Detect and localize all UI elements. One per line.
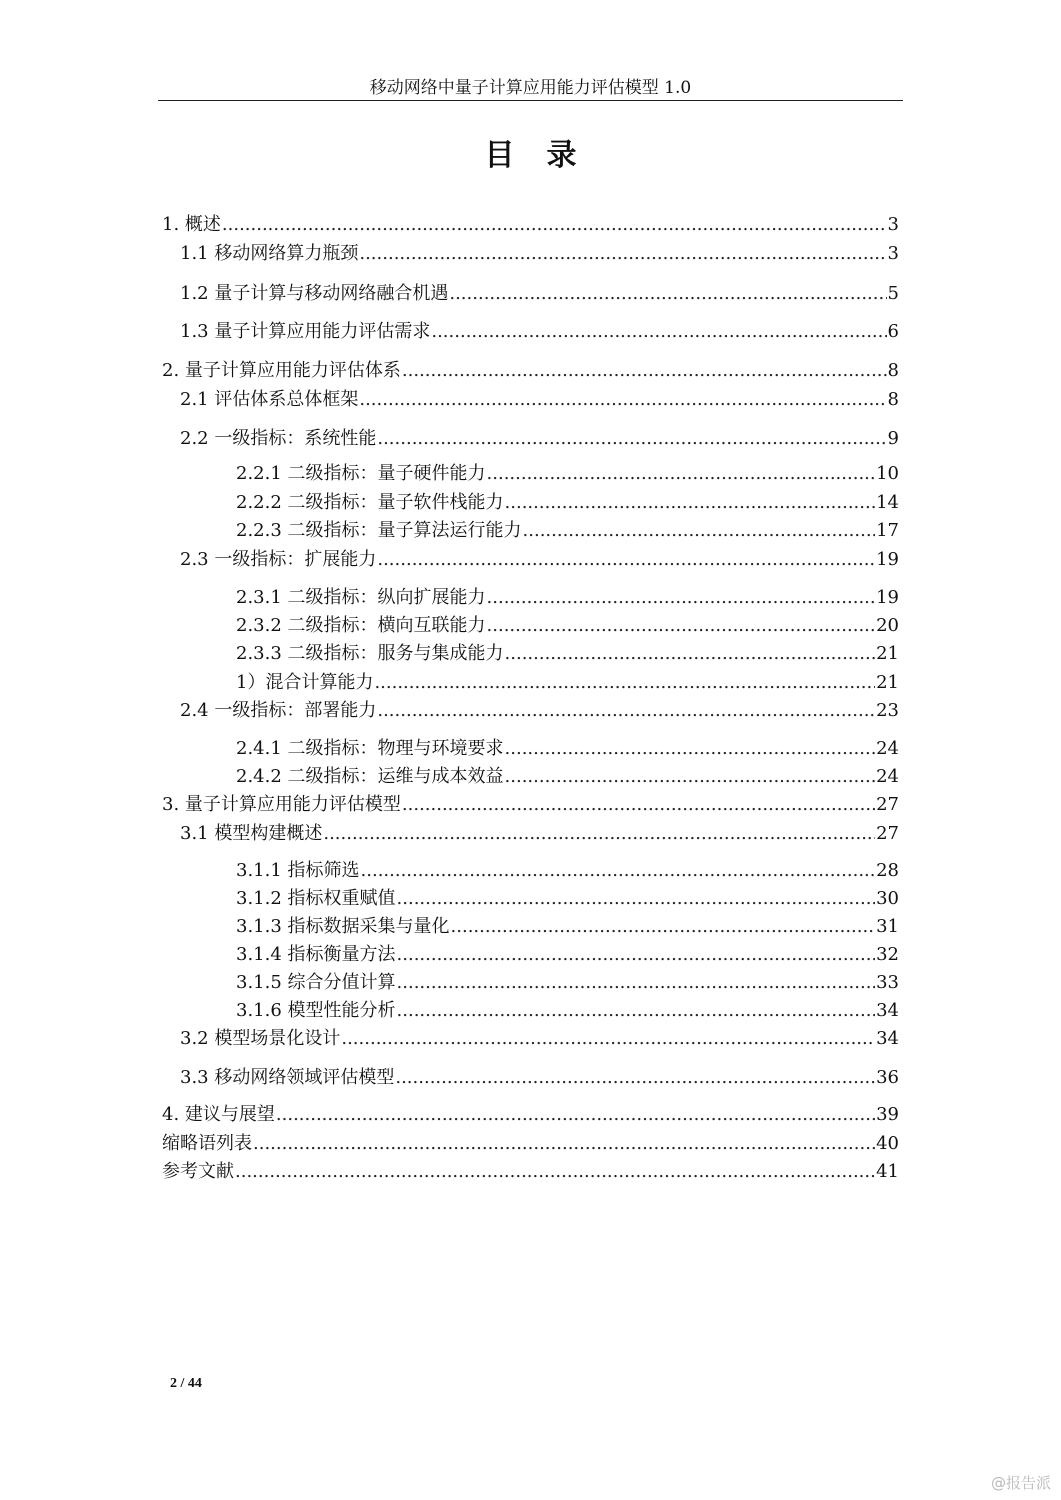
toc-entry-page: 21 (876, 643, 899, 664)
toc-entry-text: 2. 量子计算应用能力评估体系 (162, 360, 401, 381)
toc-entry[interactable] (162, 358, 899, 384)
toc-entry-page: 34 (876, 1000, 899, 1021)
toc-leader (397, 970, 876, 996)
toc-entry-page: 34 (876, 1028, 899, 1049)
toc-leader (505, 736, 876, 762)
toc-entry[interactable] (162, 792, 899, 818)
toc-leader (505, 764, 876, 790)
toc-leader (449, 281, 886, 307)
toc-entry-page: 32 (876, 944, 899, 965)
toc-entry-text: 1.1 移动网络算力瓶颈 (180, 243, 359, 264)
toc-entry-page: 19 (876, 587, 899, 608)
toc-entry[interactable] (162, 212, 899, 238)
toc-entry-page: 36 (876, 1067, 899, 1088)
toc-entry[interactable] (236, 886, 899, 912)
toc-entry-page: 14 (876, 492, 899, 513)
toc-entry-page: 24 (876, 766, 899, 787)
toc-entry-text: 3.3 移动网络领域评估模型 (180, 1067, 395, 1088)
toc-entry-text: 2.3.2 二级指标：横向互联能力 (236, 615, 486, 636)
toc-leader (505, 641, 876, 667)
header-rule (158, 100, 903, 101)
toc-entry-page: 3 (887, 243, 899, 264)
toc-entry-page: 17 (876, 520, 899, 541)
toc-entry-text: 3.1.3 指标数据采集与量化 (236, 916, 450, 937)
toc-entry-text: 3.1 模型构建概述 (180, 823, 323, 844)
toc-entry-page: 3 (887, 214, 899, 235)
toc-leader (487, 585, 876, 611)
toc-entry-text: 2.4.1 二级指标：物理与环境要求 (236, 738, 504, 759)
toc-leader (523, 518, 876, 544)
toc-entry-page: 20 (876, 615, 899, 636)
toc-leader (323, 821, 875, 847)
toc-entry[interactable] (180, 698, 899, 724)
toc-entry-text: 2.4 一级指标：部署能力 (180, 700, 377, 721)
toc-leader (341, 1026, 875, 1052)
toc-entry-page: 21 (876, 672, 899, 693)
toc-leader (487, 613, 876, 639)
toc-entry[interactable] (162, 1102, 899, 1128)
toc-entry-text: 3.1.6 模型性能分析 (236, 1000, 396, 1021)
toc-entry-page: 8 (887, 360, 899, 381)
toc-entry[interactable] (180, 281, 899, 307)
toc-entry[interactable] (180, 426, 899, 452)
toc-entry-text: 2.3.3 二级指标：服务与集成能力 (236, 643, 504, 664)
toc-entry[interactable] (180, 821, 899, 847)
toc-entry[interactable] (236, 858, 899, 884)
toc-entry[interactable] (180, 547, 899, 573)
toc-entry-page: 41 (876, 1161, 899, 1182)
toc-entry-page: 23 (876, 700, 899, 721)
toc-entry[interactable] (236, 736, 899, 762)
toc-entry-text: 2.1 评估体系总体框架 (180, 389, 359, 410)
toc-leader (487, 461, 876, 487)
toc-entry[interactable] (236, 942, 899, 968)
toc-leader (235, 1159, 875, 1185)
toc-entry-page: 27 (876, 794, 899, 815)
toc-entry-text: 2.2 一级指标：系统性能 (180, 428, 377, 449)
toc-entry-page: 19 (876, 549, 899, 570)
toc-entry-page: 33 (876, 972, 899, 993)
toc-entry[interactable] (162, 1131, 899, 1157)
toc-leader (451, 914, 876, 940)
toc-entry-text: 1.2 量子计算与移动网络融合机遇 (180, 283, 449, 304)
toc-entry-text: 1.3 量子计算应用能力评估需求 (180, 321, 431, 342)
toc-entry[interactable] (236, 641, 899, 667)
toc-entry[interactable] (236, 585, 899, 611)
toc-leader (402, 792, 875, 818)
watermark: @报告派 (990, 1474, 1051, 1492)
toc-entry[interactable] (236, 461, 899, 487)
toc-leader (397, 886, 876, 912)
toc-entry[interactable] (180, 241, 899, 267)
toc-leader (374, 670, 875, 696)
toc-entry[interactable] (162, 1159, 899, 1185)
toc-entry-text: 3.1.5 综合分值计算 (236, 972, 396, 993)
toc-entry-text: 3. 量子计算应用能力评估模型 (162, 794, 401, 815)
toc-entry[interactable] (180, 1065, 899, 1091)
toc-title: 目录 (484, 138, 609, 173)
toc-entry-text: 3.1.2 指标权重赋值 (236, 888, 396, 909)
toc-entry-text: 缩略语列表 (162, 1133, 252, 1154)
toc-leader (359, 387, 886, 413)
toc-leader (377, 547, 875, 573)
toc-leader (395, 1065, 875, 1091)
toc-leader (397, 942, 876, 968)
toc-leader (505, 490, 876, 516)
toc-entry-page: 39 (876, 1104, 899, 1125)
toc-leader (253, 1131, 875, 1157)
toc-entry-text: 2.3 一级指标：扩展能力 (180, 549, 377, 570)
toc-entry-text: 1. 概述 (162, 214, 221, 235)
toc-entry-page: 40 (876, 1133, 899, 1154)
running-header: 移动网络中量子计算应用能力评估模型 1.0 (369, 78, 692, 98)
toc-entry[interactable] (236, 518, 899, 544)
toc-leader (397, 998, 876, 1024)
toc-entry-page: 30 (876, 888, 899, 909)
toc-entry-text: 2.3.1 二级指标：纵向扩展能力 (236, 587, 486, 608)
toc-entry[interactable] (180, 387, 899, 413)
toc-entry[interactable] (180, 1026, 899, 1052)
toc-entry-page: 28 (876, 860, 899, 881)
toc-entry-text: 3.1.1 指标筛选 (236, 860, 360, 881)
toc-leader (377, 426, 886, 452)
toc-entry-text: 3.1.4 指标衡量方法 (236, 944, 396, 965)
page-number: 2 / 44 (170, 1376, 202, 1391)
toc-leader (377, 698, 875, 724)
toc-entry-text: 4. 建议与展望 (162, 1104, 275, 1125)
toc-entry-page: 24 (876, 738, 899, 759)
toc-entry-text: 1）混合计算能力 (236, 672, 374, 693)
toc-entry[interactable] (236, 914, 899, 940)
toc-leader (276, 1102, 875, 1128)
toc-entry-page: 5 (887, 283, 899, 304)
toc-entry[interactable] (236, 490, 899, 516)
toc-entry[interactable] (236, 970, 899, 996)
toc-entry-page: 8 (887, 389, 899, 410)
toc-leader (402, 358, 887, 384)
toc-entry-page: 10 (876, 463, 899, 484)
toc-entry[interactable] (236, 670, 899, 696)
toc-entry-page: 31 (876, 916, 899, 937)
toc-entry[interactable] (236, 998, 899, 1024)
toc-entry-text: 3.2 模型场景化设计 (180, 1028, 341, 1049)
toc-entry[interactable] (180, 319, 899, 345)
toc-entry-text: 2.2.2 二级指标：量子软件栈能力 (236, 492, 504, 513)
toc-leader (361, 858, 876, 884)
toc-leader (431, 319, 886, 345)
toc-entry-text: 参考文献 (162, 1161, 234, 1182)
toc-leader (359, 241, 886, 267)
toc-entry-page: 27 (876, 823, 899, 844)
toc-entry-text: 2.2.3 二级指标：量子算法运行能力 (236, 520, 522, 541)
toc-entry-page: 9 (887, 428, 899, 449)
toc-entry[interactable] (236, 613, 899, 639)
toc-entry-text: 2.2.1 二级指标：量子硬件能力 (236, 463, 486, 484)
toc-entry-text: 2.4.2 二级指标：运维与成本效益 (236, 766, 504, 787)
toc-entry[interactable] (236, 764, 899, 790)
toc-leader (222, 212, 887, 238)
toc-entry-page: 6 (887, 321, 899, 342)
